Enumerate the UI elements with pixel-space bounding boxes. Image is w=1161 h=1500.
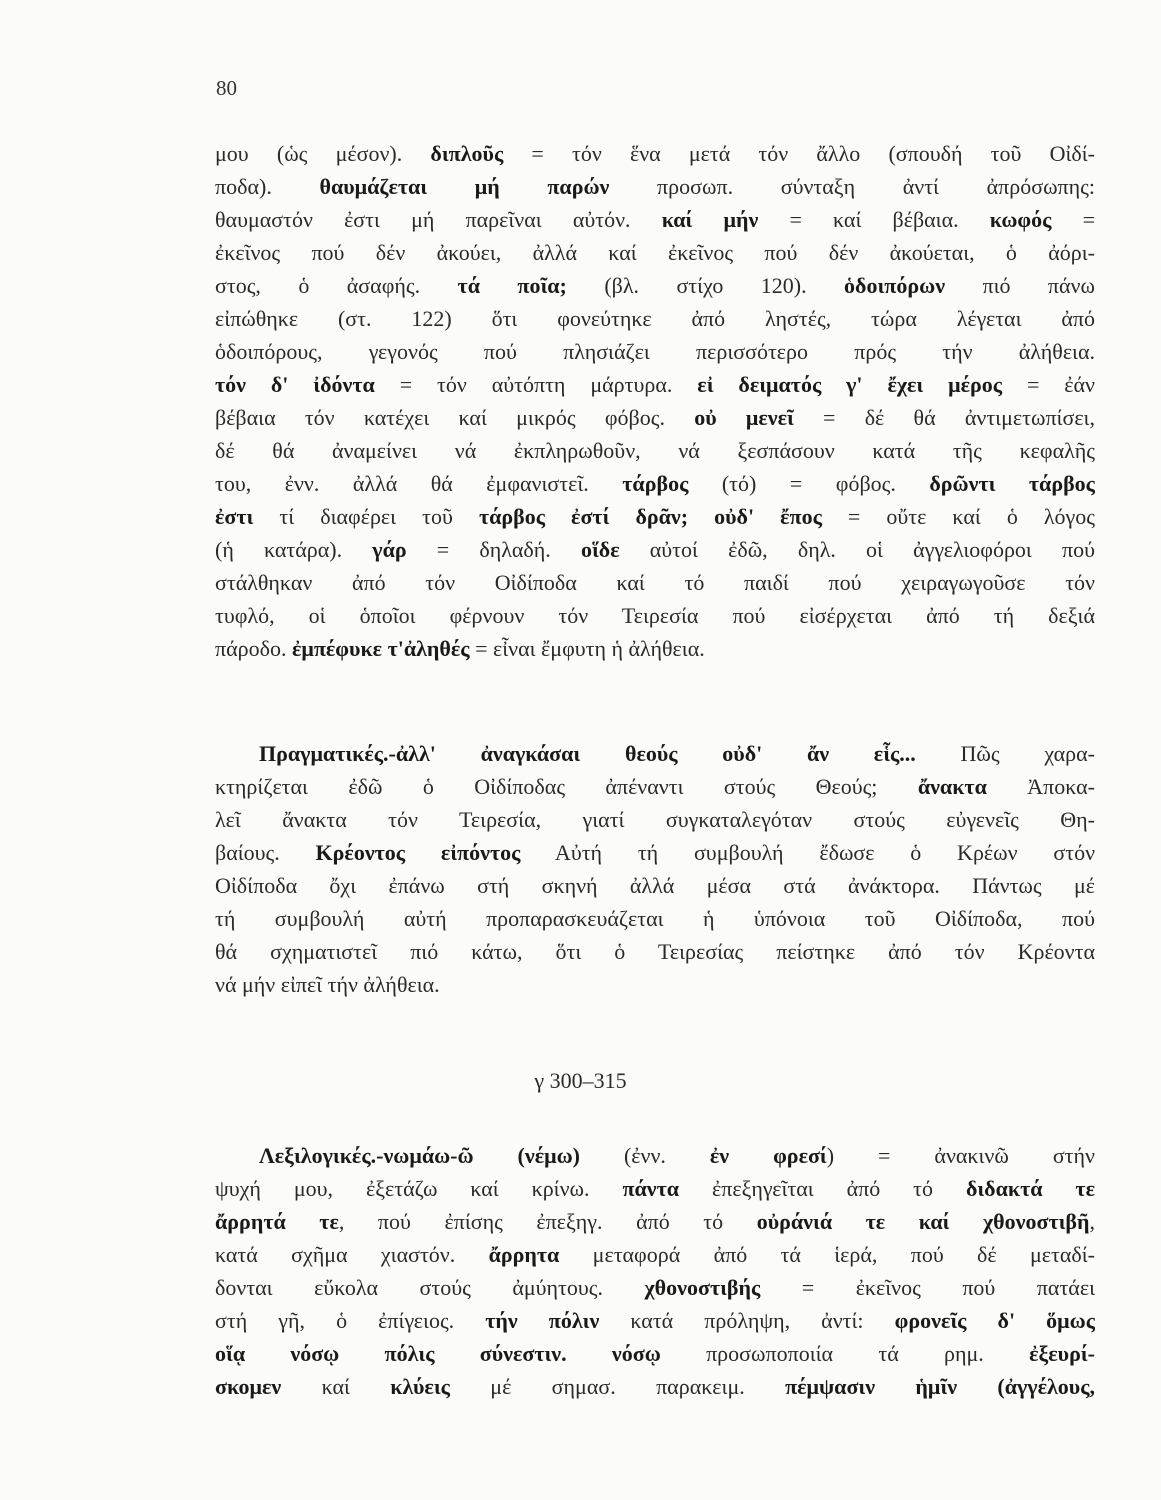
section-heading: γ 300–315 <box>534 1068 627 1093</box>
text-line <box>215 869 1095 902</box>
lemma-term: χθονοστιβής <box>644 1275 761 1300</box>
lemma-term: καί μήν <box>661 207 759 232</box>
text-run: βέβαια τόν κατέχει καί μικρός φόβος. <box>215 405 695 430</box>
text-line <box>215 1238 1095 1271</box>
commentary-paragraph-1 <box>215 137 1095 665</box>
lemma-term: ἐστι <box>215 504 254 529</box>
lemma-term: τάρβος <box>622 471 689 496</box>
text-run: προσωποποιία τά ρημ. <box>660 1341 1030 1366</box>
text-run: τή συμβουλή αὐτή προπαρασκευάζεται ἡ ὑπόνοια τοῦ Οἰδίποδα, πού <box>215 906 1095 931</box>
lemma-term: ἄνακτα <box>917 774 987 799</box>
text-line <box>215 500 1095 533</box>
text-run: = καί βέβαια. <box>758 207 990 232</box>
text-run: Αὐτή τή συμβουλή ἔδωσε ὁ Κρέων στόν <box>520 840 1095 865</box>
text-run: κτηρίζεται ἐδῶ ὁ Οἰδίποδας ἀπέναντι στούς Θεούς; <box>215 774 918 799</box>
text-run: καί <box>281 1374 391 1399</box>
lemma-term: Λεξιλογικές.-νωμάω-ῶ (νέμω) <box>259 1143 580 1168</box>
text-line <box>215 968 1095 1001</box>
text-line <box>215 1205 1095 1238</box>
text-run: δονται εὔκολα στούς ἀμύητους. <box>215 1275 645 1300</box>
lemma-term: ἐξευρί- <box>1029 1341 1095 1366</box>
text-run: βαίους. <box>215 840 316 865</box>
text-line <box>215 1370 1095 1403</box>
text-run: προσωπ. σύνταξη ἀντί ἀπρόσωπης: <box>609 174 1095 199</box>
lemma-term: θαυμάζεται μή παρών <box>319 174 610 199</box>
lemma-term: Κρέοντος εἰπόντος <box>315 840 521 865</box>
text-run: λεῖ ἄνακτα τόν Τειρεσία, γιατί συγκαταλεγόταν στούς εὐγενεῖς Θη- <box>215 807 1095 832</box>
text-run: πιό πάνω <box>945 273 1095 298</box>
text-line <box>215 467 1095 500</box>
lemma-term: οἵδε <box>580 537 620 562</box>
text-run: = ἐκεῖνος πού πατάει <box>760 1275 1095 1300</box>
lemma-term: δρῶντι τάρβος <box>929 471 1095 496</box>
text-line <box>215 803 1095 836</box>
text-run: = τόν ἕνα μετά τόν ἄλλο (σπουδή τοῦ Οἰδί- <box>503 141 1095 166</box>
text-run: πάροδο. <box>215 636 292 661</box>
text-run: = <box>1051 207 1095 232</box>
text-run: θά σχηματιστεῖ πιό κάτω, ὅτι ὁ Τειρεσίας πείστηκε ἀπό τόν Κρέοντα <box>215 939 1095 964</box>
lemma-term: διδακτά τε <box>965 1176 1095 1201</box>
text-run: = εἶναι ἔμφυτη ἡ ἀλήθεια. <box>469 636 705 661</box>
text-line <box>215 1337 1095 1370</box>
text-run: = οὔτε καί ὁ λόγος <box>821 504 1095 529</box>
text-run: (βλ. στίχο 120). <box>566 273 845 298</box>
text-line <box>215 170 1095 203</box>
text-run: (ἡ κατάρα). <box>215 537 373 562</box>
lemma-term: πέμψασιν ἡμῖν (ἀγγέλους, <box>785 1374 1095 1399</box>
text-run: (τό) = φόβος. <box>688 471 930 496</box>
text-line <box>215 401 1095 434</box>
lemma-term: τόν δ' ἰδόντα <box>215 372 375 397</box>
text-line <box>215 599 1095 632</box>
lemma-term: κλύεις <box>390 1374 450 1399</box>
text-line <box>215 236 1095 269</box>
text-line <box>215 566 1095 599</box>
text-run: (ἐνν. <box>579 1143 710 1168</box>
lemma-term: ἄρρητα <box>488 1242 560 1267</box>
text-run: = δέ θά ἀντιμετωπίσει, <box>793 405 1095 430</box>
text-line <box>215 1139 1095 1172</box>
lemma-term: οἵᾳ νόσῳ πόλις σύνεστιν. νόσῳ <box>215 1341 661 1366</box>
text-run: δέ θά ἀναμείνει νά ἐκπληρωθοῦν, νά ξεσπάσουν κατά τῆς κεφαλῆς <box>215 438 1095 463</box>
text-line <box>215 902 1095 935</box>
text-run: ἐκεῖνος πού δέν ἀκούει, ἀλλά καί ἐκεῖνος πού δέν ἀκούεται, ὁ ἀόρι- <box>215 240 1095 265</box>
commentary-paragraph-3 <box>215 1139 1095 1403</box>
text-run: = δηλαδή. <box>406 537 581 562</box>
text-line <box>215 1304 1095 1337</box>
text-run: θαυμαστόν ἐστι μή παρεῖναι αὐτόν. <box>215 207 662 232</box>
text-line <box>215 434 1095 467</box>
lemma-term: τά ποῖα; <box>457 273 567 298</box>
commentary-paragraph-2 <box>215 737 1095 1001</box>
text-run: ψυχή μου, ἐξετάζω καί κρίνω. <box>215 1176 623 1201</box>
text-line <box>215 1271 1095 1304</box>
lemma-term: διπλοῦς <box>430 141 504 166</box>
text-run: = τόν αὐτόπτη μάρτυρα. <box>374 372 698 397</box>
lemma-term: ἐμπέφυκε τ'ἀληθές <box>291 636 470 661</box>
text-run: εἰπώθηκε (στ. 122) ὅτι φονεύτηκε ἀπό ληστές, τώρα λέγεται ἀπό <box>215 306 1095 331</box>
lemma-term: τήν πόλιν <box>485 1308 600 1333</box>
text-run: , <box>1089 1209 1095 1234</box>
text-run: , πού ἐπίσης ἐπεξηγ. ἀπό τό <box>338 1209 757 1234</box>
text-run: ὁδοιπόρους, γεγονός πού πλησιάζει περισσότερο πρός τήν ἀλήθεια. <box>215 339 1095 364</box>
text-line <box>215 368 1095 401</box>
text-run: κατά πρόληψη, ἀντί: <box>599 1308 895 1333</box>
lemma-term: φρονεῖς δ' ὅμως <box>894 1308 1095 1333</box>
text-run: μου (ὡς μέσον). <box>215 141 431 166</box>
text-run: του, ἐνν. ἀλλά θά ἐμφανιστεῖ. <box>215 471 623 496</box>
lemma-term: πάντα <box>622 1176 680 1201</box>
text-run: στάλθηκαν ἀπό τόν Οἰδίποδα καί τό παιδί πού χειραγωγοῦσε τόν <box>215 570 1095 595</box>
text-line <box>215 302 1095 335</box>
text-run: αὐτοί ἐδῶ, δηλ. οἱ ἀγγελιοφόροι πού <box>619 537 1095 562</box>
text-line <box>215 935 1095 968</box>
lemma-term: ὁδοιπόρων <box>844 273 946 298</box>
text-run: τί διαφέρει τοῦ <box>253 504 479 529</box>
text-run: ποδα). <box>215 174 320 199</box>
lemma-term: ἄρρητά τε <box>215 1209 339 1234</box>
text-run: Οἰδίποδα ὄχι ἐπάνω στή σκηνή ἀλλά μέσα στά ἀνάκτορα. Πάντως μέ <box>215 873 1095 898</box>
text-line <box>215 770 1095 803</box>
text-line <box>215 533 1095 566</box>
text-run: μέ σημασ. παρακειμ. <box>449 1374 786 1399</box>
lemma-term: σκομεν <box>215 1374 282 1399</box>
text-line <box>215 836 1095 869</box>
text-run: στή γῆ, ὁ ἐπίγειος. <box>215 1308 486 1333</box>
text-run: στος, ὁ ἀσαφής. <box>215 273 458 298</box>
text-run: κατά σχῆμα χιαστόν. <box>215 1242 489 1267</box>
text-line <box>215 137 1095 170</box>
text-run: τυφλό, οἱ ὁποῖοι φέρνουν τόν Τειρεσία πού εἰσέρχεται ἀπό τή δεξιά <box>215 603 1095 628</box>
text-run: ) = ἀνακινῶ στήν <box>826 1143 1095 1168</box>
lemma-term: γάρ <box>372 537 407 562</box>
text-line <box>215 335 1095 368</box>
lemma-term: οὐράνιά τε καί χθονοστιβῆ <box>756 1209 1090 1234</box>
lemma-term: εἰ δειματός γ' ἔχει μέρος <box>697 372 1003 397</box>
text-run: μεταφορά ἀπό τά ἱερά, πού δέ μεταδί- <box>559 1242 1095 1267</box>
text-line <box>215 737 1095 770</box>
text-line <box>215 269 1095 302</box>
text-run: = ἐάν <box>1002 372 1095 397</box>
text-run: Πῶς χαρα- <box>915 741 1095 766</box>
page-number: 80 <box>216 76 237 100</box>
lemma-term: ἐν φρεσί <box>709 1143 827 1168</box>
text-run: ἐπεξηγεῖται ἀπό τό <box>679 1176 966 1201</box>
lemma-term: κωφός <box>989 207 1052 232</box>
text-line <box>215 632 1095 665</box>
lemma-term: Πραγματικές.-ἀλλ' ἀναγκάσαι θεούς οὐδ' ἄν εἷς... <box>259 741 916 766</box>
lemma-term: οὐ μενεῖ <box>694 405 794 430</box>
text-line <box>215 203 1095 236</box>
lemma-term: τάρβος ἐστί δρᾶν; οὐδ' ἔπος <box>478 504 822 529</box>
text-line <box>215 1172 1095 1205</box>
text-run: Ἀποκα- <box>986 774 1095 799</box>
text-run: νά μήν εἰπεῖ τήν ἀλήθεια. <box>215 972 440 997</box>
